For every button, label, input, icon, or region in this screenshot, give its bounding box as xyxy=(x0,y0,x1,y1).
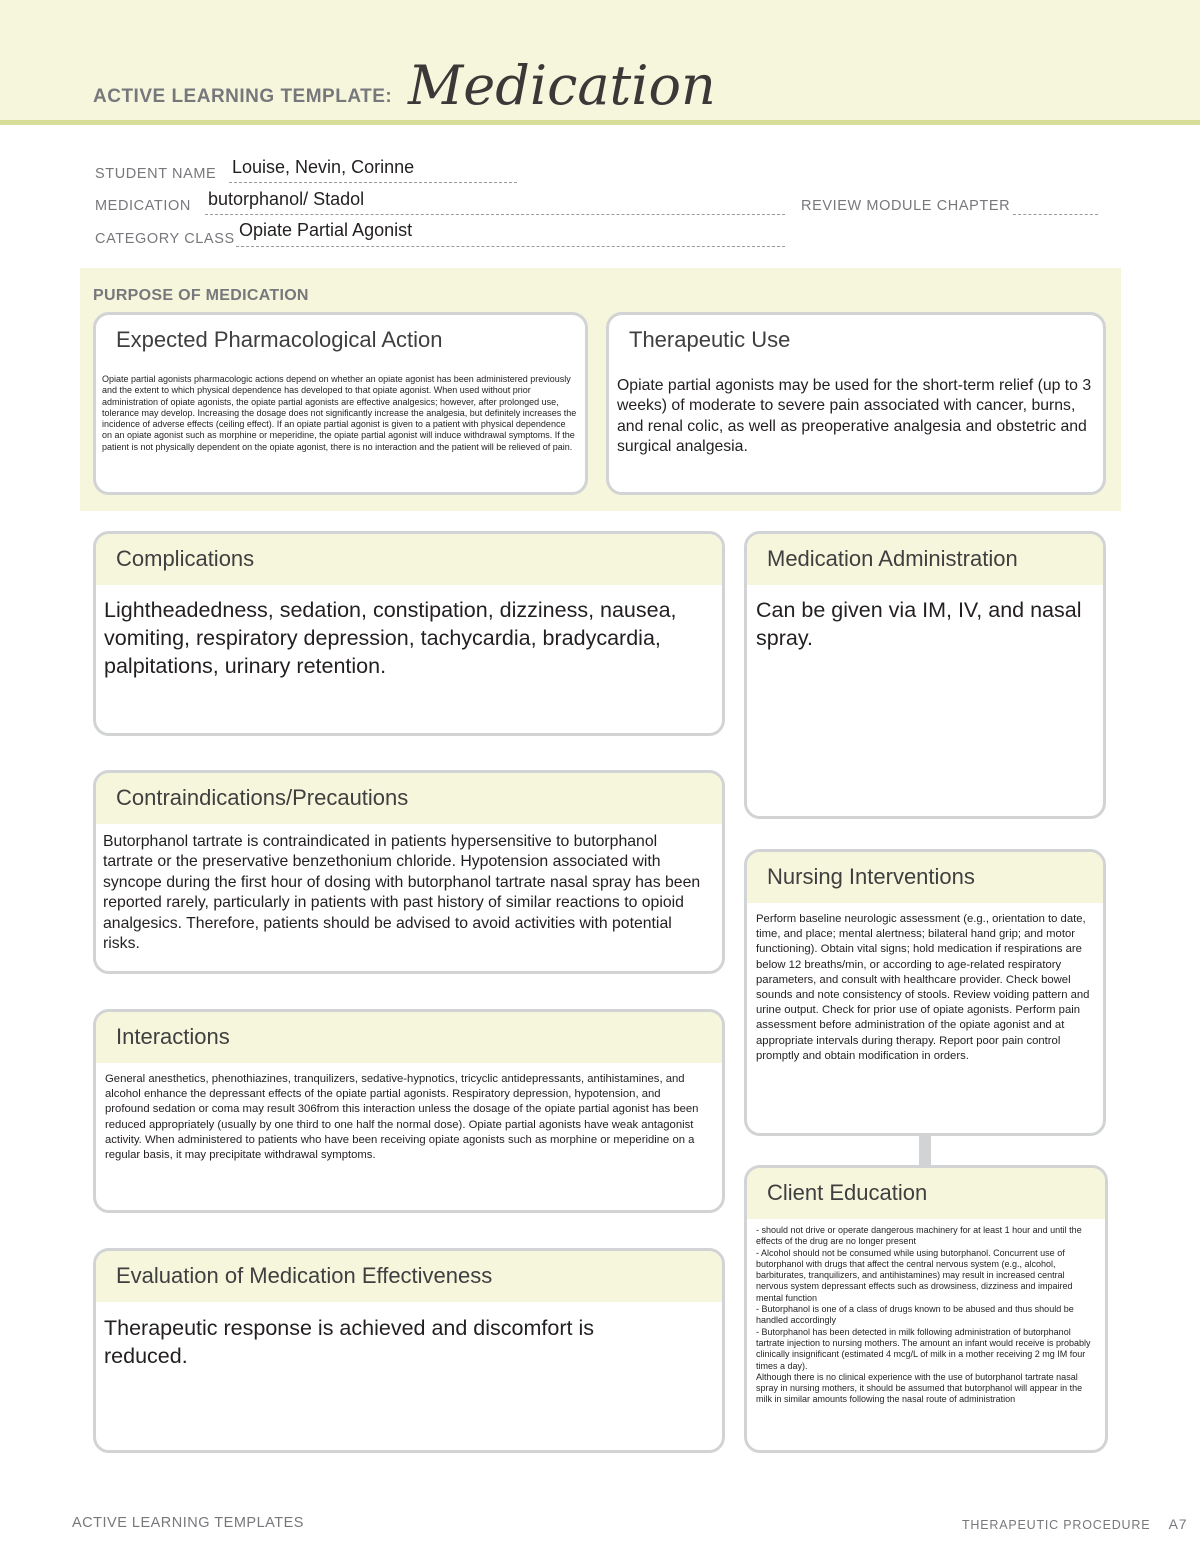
medication-field[interactable]: butorphanol/ Stadol xyxy=(208,189,365,209)
template-label: ACTIVE LEARNING TEMPLATE: xyxy=(93,86,393,107)
evaluation-card xyxy=(93,1248,725,1453)
client-education-heading: Client Education xyxy=(747,1168,1105,1219)
nursing-text[interactable]: Perform baseline neurologic assessment (e.g., orientation to date, time, and place; mental alertness; bilateral hand grip; and motor functioning). Obtain vital signs; hold medication if respirations are below 12 breaths/min, or according to age-related respiratory parameters, and consult with healthcare provider. Check bowel sounds and note consistency of stools. Review voiding pattern and urine output. Check for prior use of opiate agonists. Perform pain assessment before administration of the opiate agonist and at appropriate intervals during therapy. Report poor pain control promptly and obtain modification in orders. xyxy=(756,913,1090,1062)
therapeutic-use-heading: Therapeutic Use xyxy=(629,327,791,352)
student-name-label: STUDENT NAME xyxy=(95,166,217,182)
page-title: Medication xyxy=(408,54,716,117)
expected-action-heading: Expected Pharmacological Action xyxy=(116,327,443,352)
expected-action-text[interactable]: Opiate partial agonists pharmacologic actions depend on whether an opiate agonist has been administered previously and the extent to which physical dependence has developed to that opiate agonist. When used without prior administration of opiate agonists, the opiate partial agonists are effective analgesics; however, after prolonged use, tolerance may develop. Increasing the dosage does not significantly increase the analgesia, but definitely increases the incidence of adverse effects (ceiling effect). If an opiate partial agonist is given to a patient with physical dependence on an opiate agonist such as morphine or meperidine, the opiate partial agonist will induce withdrawal symptoms. If the patient is not physically dependent on the opiate agonist, there is no interaction and the patient will be relieved of pain. xyxy=(102,374,577,452)
student-name-field[interactable]: Louise, Nevin, Corinne xyxy=(232,157,415,177)
footer-section-label: THERAPEUTIC PROCEDURE xyxy=(962,1518,1151,1532)
purpose-title: PURPOSE OF MEDICATION xyxy=(93,287,309,304)
nursing-heading: Nursing Interventions xyxy=(747,852,1103,903)
administration-text[interactable]: Can be given via IM, IV, and nasal spray. xyxy=(756,598,1082,650)
interactions-text[interactable]: General anesthetics, phenothiazines, tranquilizers, sedative-hypnotics, tricyclic antidepressants, antihistamines, and alcohol enhance the depressant effects of the opiate partial agonists. Respiratory depression, hypotension, and profound sedation or coma may result 306from this interaction unless the dosage of the opiate partial agonist has been reduced appropriately (usually by one third to one half the normal dose). Opiate partial agonists have weak antagonist activity. When administered to patients who have been receiving opiate agonists such as morphine or meperidine on a regular basis, it may precipitate withdrawal symptoms. xyxy=(105,1073,699,1162)
administration-heading: Medication Administration xyxy=(747,534,1103,585)
contraindications-heading: Contraindications/Precautions xyxy=(96,773,722,824)
category-class-field[interactable]: Opiate Partial Agonist xyxy=(239,220,413,240)
card-connector xyxy=(919,1136,931,1165)
nursing-card xyxy=(744,849,1106,1136)
page-number: A7 xyxy=(1168,1516,1188,1532)
evaluation-heading: Evaluation of Medication Effectiveness xyxy=(96,1251,722,1302)
client-education-text[interactable]: - should not drive or operate dangerous machinery for at least 1 hour and until the effects of the drug are no longer present - Alcohol should not be consumed while using butorphanol. Concurrent use of butorphanol with drugs that affect the central nervous system (e.g., alcohol, barbiturates, tranquilizers, and antihistamines) may result in increased central nervous system depressant effects such as drowsiness, dizziness and impaired mental function - Butorphanol is one of a class of drugs known to be abused and thus should be handled accordingly - Butorphanol has been detected in milk following administration of butorphanol tartrate injection to nursing mothers. The amount an infant would receive is probably clinically insignificant (estimated 4 mcg/L of milk in a mother receiving 2 mg IM four times a day). Although there is no clinical experience with the use of butorphanol tartrate nasal spray in nursing mothers, it should be assumed that butorphanol will appear in the milk in similar amounts following the nasal route of administration xyxy=(756,1225,1091,1405)
interactions-card xyxy=(93,1009,725,1213)
administration-card xyxy=(744,531,1106,819)
complications-card xyxy=(93,531,725,736)
footer-page-info xyxy=(962,1516,1187,1532)
footer-title: ACTIVE LEARNING TEMPLATES xyxy=(72,1515,304,1531)
therapeutic-use-card xyxy=(606,312,1106,495)
client-education-card xyxy=(744,1165,1108,1453)
therapeutic-use-text[interactable]: Opiate partial agonists may be used for the short-term relief (up to 3 weeks) of moderate to severe pain associated with cancer, burns, and renal colic, as well as preoperative analgesia and obstetric and surgical analgesia. xyxy=(617,377,1092,456)
complications-text[interactable]: Lightheadedness, sedation, constipation, dizziness, nausea, vomiting, respiratory depression, tachycardia, bradycardia, palpitations, urinary retention. xyxy=(104,598,677,678)
contraindications-text[interactable]: Butorphanol tartrate is contraindicated in patients hypersensitive to butorphanol tartrate or the preservative benzethonium chloride. Hypotension associated with syncope during the first hour of dosing with butorphanol tartrate nasal spray has been reported rarely, particularly in patients with past history of similar reactions to opioid analgesics. Therefore, patients should be advised to avoid activities with potential risks. xyxy=(103,833,701,953)
review-module-line xyxy=(1013,195,1098,215)
expected-action-card xyxy=(93,312,588,495)
review-module-label: REVIEW MODULE CHAPTER xyxy=(801,198,1011,214)
contraindications-card xyxy=(93,770,725,974)
interactions-heading: Interactions xyxy=(96,1012,722,1063)
header-rule xyxy=(0,120,1200,125)
medication-label: MEDICATION xyxy=(95,198,191,214)
evaluation-text[interactable]: Therapeutic response is achieved and discomfort is reduced. xyxy=(104,1316,594,1368)
category-class-label: CATEGORY CLASS xyxy=(95,231,235,247)
complications-heading: Complications xyxy=(96,534,722,585)
